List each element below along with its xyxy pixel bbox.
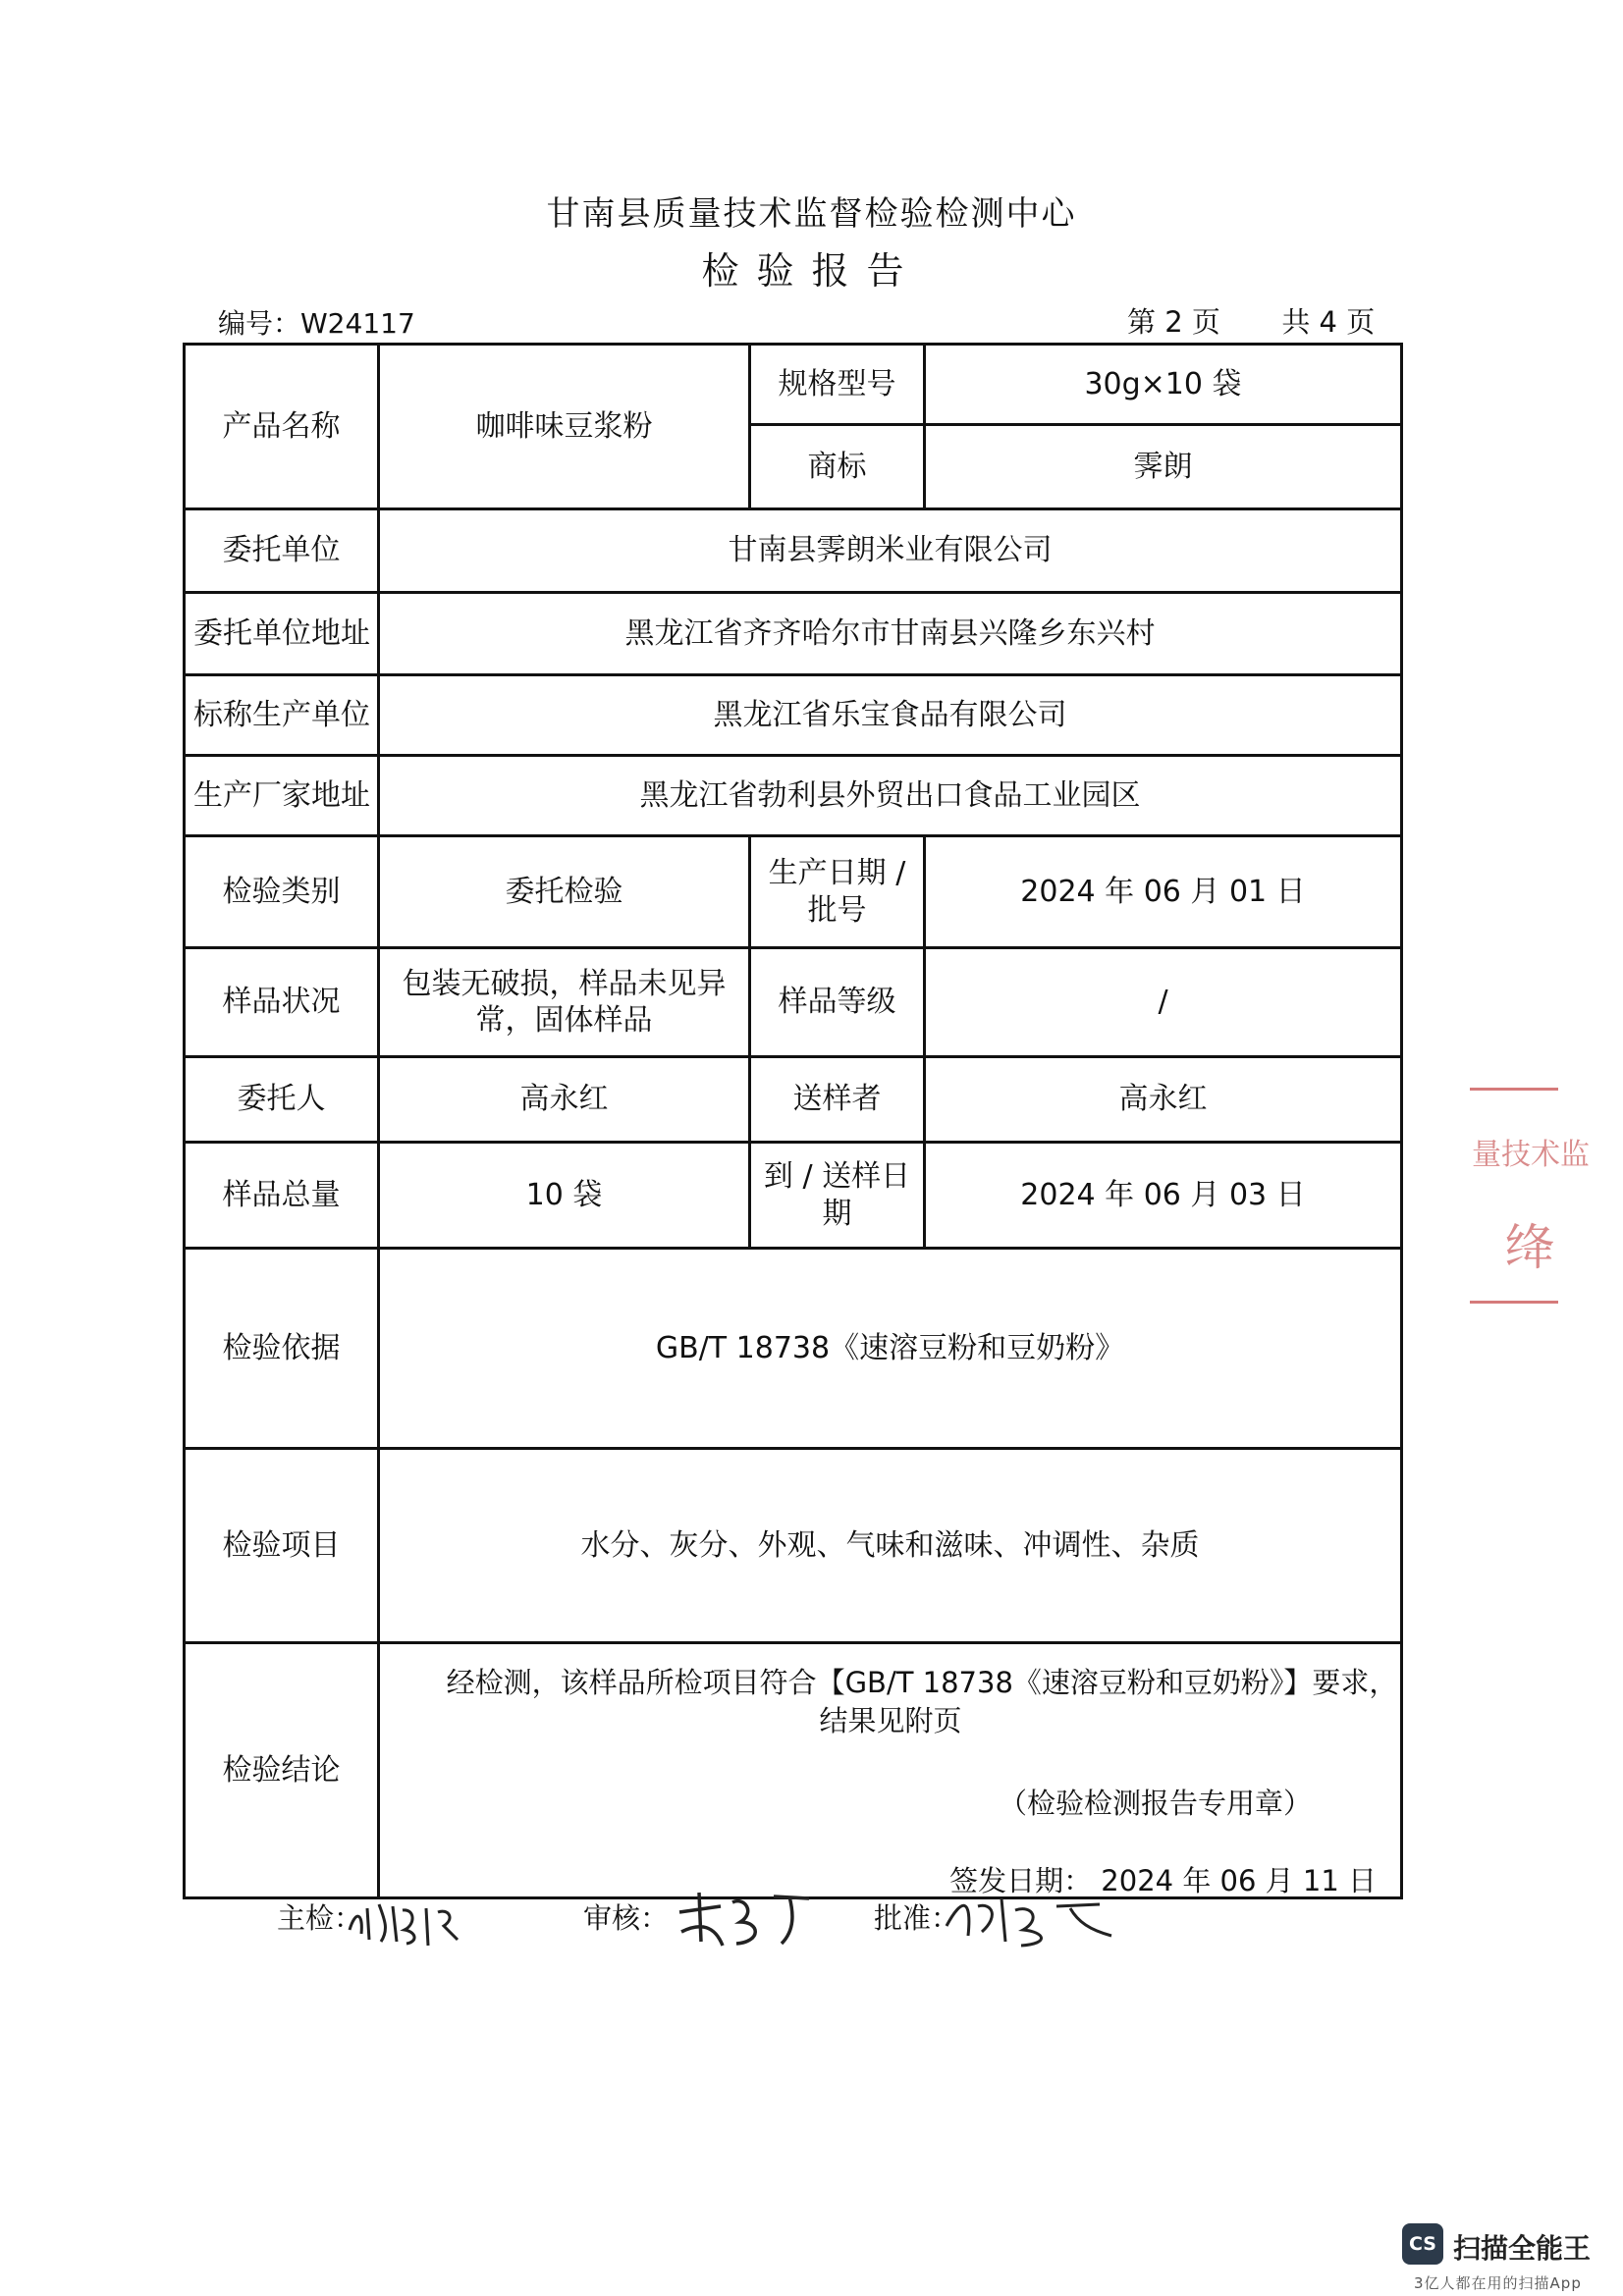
page-indicator bbox=[1127, 300, 1375, 341]
production-date-label: 生产日期 / 批号 bbox=[750, 836, 925, 948]
document-title: 检验报告 bbox=[701, 249, 922, 293]
inspector-signature bbox=[346, 1891, 473, 1959]
camscanner-logo-icon: CS bbox=[1402, 2223, 1443, 2265]
conclusion-cell bbox=[379, 1643, 1402, 1898]
producer-address-value: 黑龙江省勃利县外贸出口食品工业园区 bbox=[379, 756, 1402, 836]
reviewer-label: 审核： bbox=[583, 1901, 670, 1935]
sample-quantity-label: 样品总量 bbox=[185, 1143, 379, 1249]
producer-label: 标称生产单位 bbox=[185, 675, 379, 756]
org-title: 甘南县质量技术监督检验检测中心 bbox=[546, 194, 1077, 234]
brand-value: 霁朗 bbox=[925, 425, 1402, 509]
product-name-value: 咖啡味豆浆粉 bbox=[379, 345, 750, 509]
report-table bbox=[183, 343, 1403, 1899]
watermark-tagline: 3亿人都在用的扫描App bbox=[1414, 2274, 1582, 2292]
spec-value: 30g×10 袋 bbox=[925, 345, 1402, 425]
client-label: 委托单位 bbox=[185, 509, 379, 593]
client-address-value: 黑龙江省齐齐哈尔市甘南县兴隆乡东兴村 bbox=[379, 593, 1402, 675]
seal-text-1: 量技术监 bbox=[1472, 1138, 1590, 1172]
sample-quantity-value: 10 袋 bbox=[379, 1143, 750, 1249]
producer-address-label: 生产厂家地址 bbox=[185, 756, 379, 836]
issue-date: 签发日期： 2024 年 06 月 11 日 bbox=[949, 1864, 1377, 1897]
product-name-label: 产品名称 bbox=[185, 345, 379, 509]
brand-label: 商标 bbox=[750, 425, 925, 509]
conclusion-text: 经检测，该样品所检项目符合【GB/T 18738《速溶豆粉和豆奶粉》】要求，结果见附页 bbox=[446, 1666, 1398, 1738]
client-value: 甘南县霁朗米业有限公司 bbox=[379, 509, 1402, 593]
production-date-value: 2024 年 06 月 01 日 bbox=[925, 836, 1402, 948]
page-current: 第 2 页 bbox=[1127, 305, 1220, 339]
test-type-label: 检验类别 bbox=[185, 836, 379, 948]
seal-text-2: 绛 bbox=[1505, 1219, 1554, 1276]
sample-state-label: 样品状况 bbox=[185, 948, 379, 1057]
producer-value: 黑龙江省乐宝食品有限公司 bbox=[379, 675, 1402, 756]
stamp-note: （检验检测报告专用章） bbox=[998, 1787, 1312, 1820]
approver-label: 批准： bbox=[874, 1901, 960, 1935]
seal-fragment bbox=[1470, 1088, 1590, 1304]
inspector-label: 主检： bbox=[277, 1901, 363, 1935]
sample-state-value: 包装无破损，样品未见异常，固体样品 bbox=[379, 948, 750, 1057]
arrival-date-label: 到 / 送样日期 bbox=[750, 1143, 925, 1249]
conclusion-label: 检验结论 bbox=[185, 1643, 379, 1898]
sender-value: 高永红 bbox=[925, 1057, 1402, 1143]
page-total: 共 4 页 bbox=[1281, 305, 1376, 339]
consignor-value: 高永红 bbox=[379, 1057, 750, 1143]
watermark-name: 扫描全能王 bbox=[1453, 2232, 1592, 2265]
reviewer-signature bbox=[672, 1883, 819, 1961]
approver-signature bbox=[943, 1887, 1119, 1965]
basis-value: GB/T 18738《速溶豆粉和豆奶粉》 bbox=[379, 1249, 1402, 1449]
client-address-label: 委托单位地址 bbox=[185, 593, 379, 675]
items-value: 水分、灰分、外观、气味和滋味、冲调性、杂质 bbox=[379, 1449, 1402, 1643]
consignor-label: 委托人 bbox=[185, 1057, 379, 1143]
arrival-date-value: 2024 年 06 月 03 日 bbox=[925, 1143, 1402, 1249]
sample-grade-value: / bbox=[925, 948, 1402, 1057]
spec-label: 规格型号 bbox=[750, 345, 925, 425]
test-type-value: 委托检验 bbox=[379, 836, 750, 948]
basis-label: 检验依据 bbox=[185, 1249, 379, 1449]
items-label: 检验项目 bbox=[185, 1449, 379, 1643]
sample-grade-label: 样品等级 bbox=[750, 948, 925, 1057]
sender-label: 送样者 bbox=[750, 1057, 925, 1143]
report-number: 编号：W24117 bbox=[218, 307, 415, 340]
